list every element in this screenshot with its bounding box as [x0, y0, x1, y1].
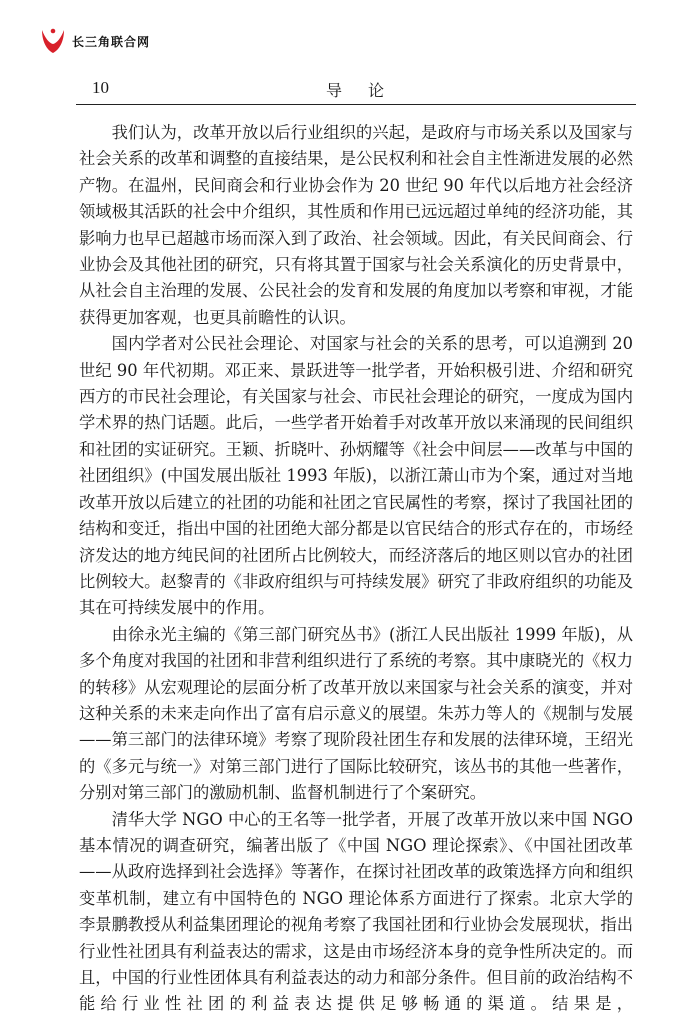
paragraph: 由徐永光主编的《第三部门研究丛书》(浙江人民出版社 1999 年版)，从多个角度对我国的社团和非营利组织进行了系统的考察。其中康晓光的《权力的转移》从宏观理论的层面分析了改革开放以来国家与社会关系的演变，并对这种关系的未来走向作出了富有启示意义的展望。朱苏力等人的《规制与发展——第三部门的法律环境》考察了现阶段社团生存和发展的法律环境，王绍光的《多元与统一》对第三部门进行了国际比较研究，该丛书的其他一些著作，分别对第三部门的激励机制、监督机制进行了个案研究。	[79, 624, 633, 803]
paragraph: 清华大学 NGO 中心的王名等一批学者，开展了改革开放以来中国 NGO 基本情况的调查研究，编著出版了《中国 NGO 理论探索》、《中国社团改革——从政府选择到社会选择》等著作，在探讨社团改革的政策选择方向和组织变革机制，建立有中国特色的 NGO 理论体系方面进行了探索。北京大学的李景鹏教授从利益集团理论的视角考察了我国社团和行业协会发展现状，指出行业性社团具有利益表达的需求，这是由市场经济本身的竞争性所决定的。而且，中国的行业性团体具有利益表达的动力和部分条件。但目前的政治结构不能给行业性社团的利益表达提供足够畅通的渠道。结果是，	[79, 809, 633, 1014]
site-emblem-icon	[38, 26, 68, 56]
paragraph: 我们认为，改革开放以后行业组织的兴起，是政府与市场关系以及国家与社会关系的改革和调整的直接结果，是公民权利和社会自主性渐进发展的必然产物。在温州，民间商会和行业协会作为 20 世纪 90 年代以后地方社会经济领域极其活跃的社会中介组织，其性质和作用已远远超过单纯的经济功能，其影响力也早已超越市场而深入到了政治、社会领域。因此，有关民间商会、行业协会及其他社团的研究，只有将其置于国家与社会关系演化的历史背景中，从社会自主治理的发展、公民社会的发育和发展的角度加以考察和审视，才能获得更加客观，也更具前瞻性的认识。	[79, 123, 633, 327]
site-logo-text: 长三角联合网	[72, 34, 151, 49]
paragraph: 国内学者对公民社会理论、对国家与社会的关系的思考，可以追溯到 20 世纪 90 年代初期。邓正来、景跃进等一批学者，开始积极引进、介绍和研究西方的市民社会理论，有关国家与社会、市民社会理论的研究，一度成为国内学术界的热门话题。此后，一些学者开始着手对改革开放以来涌现的民间组织和社团的实证研究。王颖、折晓叶、孙炳耀等《社会中间层——改革与中国的社团组织》(中国发展出版社 1993 年版)，以浙江萧山市为个案，通过对当地改革开放以后建立的社团的功能和社团之官民属性的考察，探讨了我国社团的结构和变迁，指出中国的社团绝大部分都是以官民结合的形式存在的，市场经济发达的地方纯民间的社团所占比例较大，而经济落后的地区则以官办的社团比例较大。赵黎青的《非政府组织与可持续发展》研究了非政府组织的功能及其在可持续发展中的作用。	[79, 334, 633, 618]
page-number: 10	[92, 78, 109, 97]
chapter-title: 导论	[325, 81, 410, 100]
header-rule	[76, 104, 636, 105]
body-text	[79, 120, 633, 1018]
site-logo	[38, 26, 150, 56]
running-head	[76, 76, 634, 102]
